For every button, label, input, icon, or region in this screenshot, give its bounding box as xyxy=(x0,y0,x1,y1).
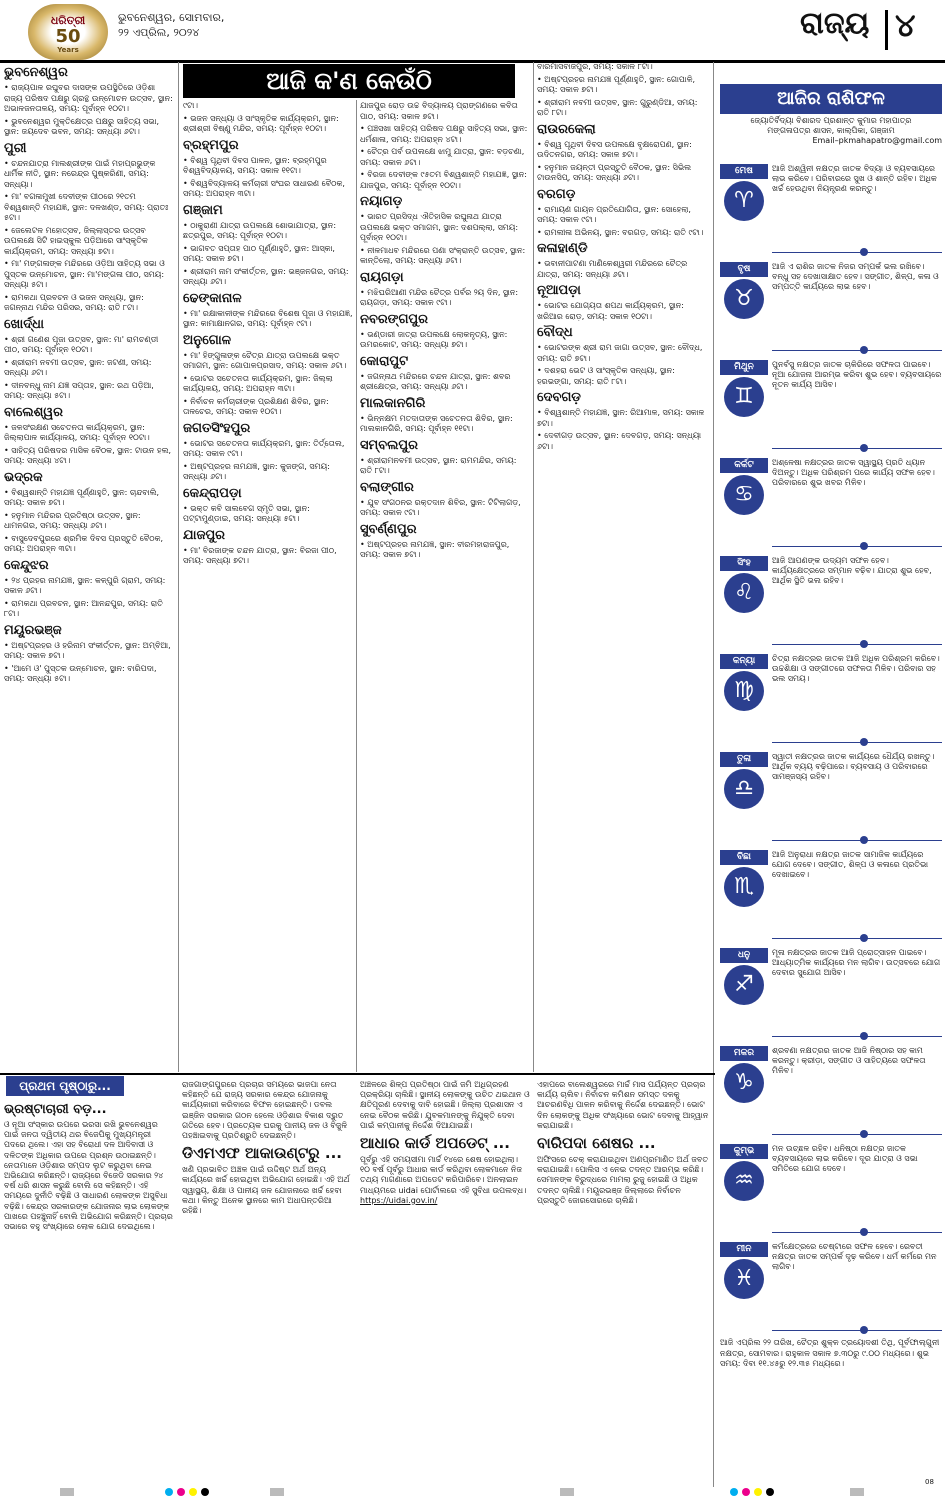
horoscope-sign xyxy=(720,164,942,258)
event-item: • ଜେଲେଟଳ ମହୋତ୍ସବ, ଜିଲ୍ଲାସ୍ତର ଉତ୍ସବ ଉପଲକ୍ଷେ ସିଟି ହାଇସ୍କୁଲ ପଡ଼ିଆରେ ସାଂସ୍କୃତିକ କାର୍ଯ୍ୟକ୍ରମ, ସମୟ: ସନ୍ଧ୍ୟା ୭ଟା। xyxy=(4,225,148,256)
event-item: • ପଞ୍ଚସଖା ସାହିତ୍ୟ ପରିଷଦ ପକ୍ଷରୁ ସାହିତ୍ୟ ସଭା, ସ୍ଥାନ: ଧର୍ମଶାଳା, ସମୟ: ଅପରାହ୍ନ ୪ଟା। xyxy=(360,124,528,144)
event-item: • ଭୁବନେଶ୍ୱର ମୁକ୍ତିକ୍ଷେତ୍ର ପକ୍ଷରୁ ସାହିତ୍ୟ ସଭା, ସ୍ଥାନ: ଜୟଦେବ ଭବନ, ସମୟ: ସନ୍ଧ୍ୟା ୬ଟା। xyxy=(4,116,159,136)
city-heading: ନବରଙ୍ଗପୁର xyxy=(360,311,429,327)
divider-line xyxy=(772,742,942,743)
event-item: • ନିର୍ବାଚନ କର୍ମଚାରୀଙ୍କ ପ୍ରଶିକ୍ଷଣ ଶିବିର, ସ୍ଥାନ: ତାଳଚେର, ସମୟ: ସକାଳ ୧୦ଟା। xyxy=(183,396,329,416)
divider-dot xyxy=(860,444,868,452)
divider-dot xyxy=(860,346,868,354)
column-divider xyxy=(713,62,714,1487)
story-body: ଏହାପରେ ବାଲେଶ୍ୱରରେ ମାର୍ଚ୍ଚ ମାସ ପର୍ଯ୍ୟନ୍ତ ପ୍ରଚାର କାର୍ଯ୍ୟ ଚାଲିବ। ନିର୍ବାଚନ କମିଶନ ସମସ୍ତ ଦଳକୁ ଆଚରଣବିଧି ପାଳନ କରିବାକୁ ନିର୍ଦ୍ଦେଶ ଦେଇଛନ୍ତି। ଭୋଟ ଦିନ ଲୋକଙ୍କୁ ଅଧିକ ସଂଖ୍ୟାରେ ଭୋଟ ଦେବାକୁ ଆହ୍ୱାନ କରାଯାଇଛି। xyxy=(537,1080,709,1130)
event-item: • ବିଶ୍ୱ ପୃଥିବୀ ଦିବସ ଉପଲକ୍ଷେ ବୃକ୍ଷରୋପଣ, ସ୍ଥାନ: ଉଦିତନଗର, ସମୟ: ସକାଳ ୭ଟା। xyxy=(537,139,692,159)
story-headline: ଭ୍ରଷ୍ଟାଚାରୀ ବଡ଼... xyxy=(4,1102,107,1117)
sign-name: ମିଥୁନ xyxy=(720,360,768,375)
divider-dot xyxy=(860,542,868,550)
event-item: • ଚୈତ୍ର ପର୍ବ ଉପଲକ୍ଷେ ଝାମୁ ଯାତ୍ରା, ସ୍ଥାନ: ବଡ଼ଚଣା, ସମୟ: ସକାଳ ୬ଟା। xyxy=(360,147,525,167)
horoscope-sign xyxy=(720,850,942,944)
event-item: • ଭାରତ ପ୍ରସିଦ୍ଧ ଐତିହାସିକ ରଘୁନାଥ ଯାତ୍ରା ଉପଲକ୍ଷେ ଭକ୍ତ ସମାଗମ, ସ୍ଥାନ: ଦଶପଲ୍ଲା, ସମୟ: ପୂର୍ବାହ୍ନ ୧୦ଟା। xyxy=(360,212,519,242)
zodiac-icon: ♏ xyxy=(724,867,764,907)
horoscope-sign xyxy=(720,1046,942,1140)
zodiac-icon: ♐ xyxy=(724,965,764,1005)
event-item: • ରାମଲୀଳା ଅଭିନୟ, ସ୍ଥାନ: ବରଗଡ଼, ସମୟ: ରାତି ୯ଟା। xyxy=(537,227,704,237)
event-item: ୯ଟା। xyxy=(183,101,198,110)
zodiac-icon: ♉ xyxy=(724,279,764,319)
horoscope-title: ଆଜିର ରାଶିଫଳ xyxy=(720,84,942,114)
continued-story-3 xyxy=(360,1080,530,1485)
zodiac-icon: ♍ xyxy=(724,671,764,711)
event-item: • ବିଶ୍ୱବିଦ୍ୟାଳୟ କର୍ମଚାରୀ ସଂଘର ସାଧାରଣ ବୈଠକ, ସମୟ: ଅପରାହ୍ନ ୩ଟା। xyxy=(183,178,345,198)
city-heading: କେନ୍ଦ୍ରାପଡ଼ା xyxy=(183,485,242,501)
event-item: • ଠାକୁରାଣୀ ଯାତ୍ରା ଉପଲକ୍ଷେ ଶୋଭାଯାତ୍ରା, ସ୍ଥାନ: ଛତ୍ରପୁର, ସମୟ: ପୂର୍ବାହ୍ନ ୧୦ଟା। xyxy=(183,220,337,240)
cmyk-mark xyxy=(766,1488,774,1496)
event-item: • ଜଳସଂରକ୍ଷଣ ସଚେତନତା କାର୍ଯ୍ୟକ୍ରମ, ସ୍ଥାନ: ଜିଲ୍ଲାପାଳ କାର୍ଯ୍ୟାଳୟ, ସମୟ: ପୂର୍ବାହ୍ନ ୧୦ଟା। xyxy=(4,422,150,442)
horoscope-sign xyxy=(720,1144,942,1238)
story-headline: ଡିଏମଏଫ ଆକାଉଣ୍ଟରୁ ... xyxy=(182,1144,342,1163)
dateline xyxy=(118,10,224,40)
event-item: • ଭଣ୍ଡାରୀ ଜାତ୍ରା ଉପଲକ୍ଷେ ଲୋକନୃତ୍ୟ, ସ୍ଥାନ: ଉମରକୋଟ, ସମୟ: ସନ୍ଧ୍ୟା ୭ଟା। xyxy=(360,329,508,349)
sign-prediction: ଶ୍ରବଣା ନକ୍ଷତ୍ରର ଜାତକ ଆଜି ନିଷ୍ଠାର ସହ କାମ କରନ୍ତୁ। କ୍ରୀଡ଼ା, ସଙ୍ଗୀତ ଓ ସାହିତ୍ୟରେ ସଫଳତା ମିଳିବ। xyxy=(772,1046,926,1076)
sign-name: କନ୍ୟା xyxy=(720,654,768,669)
event-item: • ମା' ମଙ୍ଗଳାଙ୍କ ମନ୍ଦିରରେ ଓଡ଼ିଆ ସାହିତ୍ୟ ସଭା ଓ ପୁସ୍ତକ ଉନ୍ମୋଚନ, ସ୍ଥାନ: ମା'ମଙ୍ଗଳା ପୀଠ, ସମୟ: ସନ୍ଧ୍ୟା ୫ଟା। xyxy=(4,259,165,289)
event-item: • ଭବାନୀପାଟଣା ମାଣିକେଶ୍ୱରୀ ମନ୍ଦିରରେ ଚୈତ୍ର ଯାତ୍ରା, ସମୟ: ସନ୍ଧ୍ୟା ୬ଟା। xyxy=(537,259,688,279)
event-item: • ଯୁବ ସଂଗଠନର ରକ୍ତଦାନ ଶିବିର, ସ୍ଥାନ: ଟିଟିଲାଗଡ଼, ସମୟ: ସକାଳ ୯ଟା। xyxy=(360,497,521,517)
city-heading: ନୂଆପଡ଼ା xyxy=(537,283,581,298)
divider-dot xyxy=(860,934,868,942)
continued-story-2 xyxy=(182,1080,352,1485)
sign-prediction: ଆଜି ଏ ରାଶିର ଜାତକ ନିଜର ସମ୍ପର୍କ ଭଲ ରଖିବେ। ବନ୍ଧୁ ସହ ଦେଖାସାକ୍ଷାତ ହେବ। ସଙ୍ଗୀତ, ଶିଳ୍ପ, କଳା ଓ ସମ୍ପତ୍ତି କାର୍ଯ୍ୟରେ ଲାଭ ହେବ। xyxy=(772,262,939,292)
page-header xyxy=(0,0,945,63)
event-item: • ଶ୍ରୀରାମ ନବମୀ ଉତ୍ସବ, ସ୍ଥାନ: ଗୁରୁଣ୍ଡିଆ, ସମୟ: ରାତି ୮ଟା। xyxy=(537,97,698,117)
event-item: • ଦଶହରା ଭେଟ ଓ ସାଂସ୍କୃତିକ ସନ୍ଧ୍ୟା, ସ୍ଥାନ: ହରଭଙ୍ଗା, ସମୟ: ରାତି ୮ଟା। xyxy=(537,366,675,386)
print-registration-mark xyxy=(560,1488,574,1496)
event-item: • ଅଷ୍ଟପ୍ରହର ଓ ହରିନାମ ସଂକୀର୍ତ୍ତନ, ସ୍ଥାନ: ଅମ୍ବିଆ, ସମୟ: ସକାଳ ୭ଟା। xyxy=(4,640,171,660)
divider-dot xyxy=(860,738,868,746)
city-heading: ଜଗତସିଂହପୁର xyxy=(183,420,251,436)
horoscope-author: ଜ୍ୟୋତିର୍ବିଦ୍ୟା ବିଶାରଦ ପ୍ରଶାନ୍ତ କୁମାର ମହାପାତ୍ର xyxy=(750,116,912,125)
city-heading: ଭଦ୍ରକ xyxy=(4,469,43,485)
event-item: • ମଝିଘରିଆଣୀ ମନ୍ଦିର ଚୈତ୍ର ପର୍ବର ୨ୟ ଦିନ, ସ୍ଥାନ: ରାୟଗଡ଼ା, ସମୟ: ସକାଳ ୯ଟା। xyxy=(360,287,519,307)
city-heading: ସୁବର୍ଣ୍ଣପୁର xyxy=(360,521,417,537)
story-body: ରାଜଗାଙ୍ଗପୁରରେ ପ୍ରଚାର ସମୟରେ ଭାଜପା ନେତା କହିଛନ୍ତି ଯେ ରାଜ୍ୟ ସରକାର କେନ୍ଦ୍ର ଯୋଜନାକୁ କାର୍ଯ୍ୟକାରୀ କରିବାରେ ବିଫଳ ହୋଇଛନ୍ତି। ଡବଲ ଇଞ୍ଜିନ ସରକାର ଗଠନ ହେଲେ ଓଡ଼ିଶାର ବିକାଶ ଦ୍ରୁତ ଗତିରେ ହେବ। ପ୍ରତ୍ୟେକ ଘରକୁ ପାନୀୟ ଜଳ ଓ ବିଜୁଳି ପହଞ୍ଚାଇବାକୁ ପ୍ରତିଶ୍ରୁତି ଦେଇଛନ୍ତି। xyxy=(182,1080,348,1141)
event-item: • ଚନ୍ଦନଯାତ୍ରା ମାଲଶ୍ରୀଙ୍କ ପାଇଁ ମହାପ୍ରଭୁଙ୍କ ଧାର୍ମିକ ନୀତି, ସ୍ଥାନ: ନରେନ୍ଦ୍ର ପୁଷ୍କରିଣୀ, ସମୟ: ସନ୍ଧ୍ୟା। xyxy=(4,158,156,189)
event-item: • ହନୁମାନ ମନ୍ଦିରର ପ୍ରତିଷ୍ଠା ଉତ୍ସବ, ସ୍ଥାନ: ଧାମନଗର, ସମୟ: ସନ୍ଧ୍ୟା ୬ଟା। xyxy=(4,510,141,530)
event-item: • ଭୋଟର ସଚେତନତା କାର୍ଯ୍ୟକ୍ରମ, ସ୍ଥାନ: ତିର୍ତ୍ତୋଲ, ସମୟ: ସକାଳ ୯ଟା। xyxy=(183,438,345,458)
event-item: • ଦେବୀଗଡ଼ ଉତ୍ସବ, ସ୍ଥାନ: ଦେବଗଡ଼, ସମୟ: ସନ୍ଧ୍ୟା ୬ଟା। xyxy=(537,431,702,451)
event-item: • ସାହିତ୍ୟ ପରିଷଦର ମାସିକ ବୈଠକ, ସ୍ଥାନ: ଟାଉନ ହଲ, ସମୟ: ସନ୍ଧ୍ୟା ୪ଟା। xyxy=(4,445,172,465)
sign-name: ବିଛା xyxy=(720,850,768,865)
event-item: • ୨୪ ପ୍ରହର ନାମଯଜ୍ଞ, ସ୍ଥାନ: କଳ୍ପୁରି ଗ୍ରାମ, ସମୟ: ସକାଳ ୬ଟା। xyxy=(4,575,166,595)
story-body: ଅଫିସରେ ଚେକ୍ କରାଯାଇଥିବା ଅଣପ୍ରମାଣିତ ଅର୍ଥ ଜବତ କରାଯାଇଛି। ପୋଲିସ ଏ ନେଇ ତଦନ୍ତ ଆରମ୍ଭ କରିଛି। ସେମାନଙ୍କ ବିରୁଦ୍ଧରେ ମାମଲା ରୁଜୁ ହୋଇଛି ଓ ଅଧିକ ତଦନ୍ତ ଚାଲିଛି। ମୟୂରଭଞ୍ଜ ଜିଲ୍ଲାରେ ନିର୍ବାଚନ ପ୍ରସ୍ତୁତି ଜୋରସୋରରେ ଚାଲିଛି। xyxy=(537,1155,709,1205)
zodiac-icon: ♈ xyxy=(724,181,764,221)
print-registration-mark xyxy=(270,1488,284,1496)
story-headline: ବାରିପଦା ଶେଷର ... xyxy=(537,1134,656,1153)
divider-dot xyxy=(860,248,868,256)
event-item: • ରାମକଥା ପ୍ରବଚନ, ସ୍ଥାନ: ଆନନ୍ଦପୁର, ସମୟ: ରାତି ୮ଟା। xyxy=(4,598,163,618)
page-number: ୪ xyxy=(895,6,916,44)
divider-line xyxy=(772,938,942,939)
sign-name: ମକର xyxy=(720,1046,768,1061)
divider-dot xyxy=(860,640,868,648)
events-column-4 xyxy=(537,62,709,1070)
divider-line xyxy=(772,252,942,253)
dateline-place: ଭୁବନେଶ୍ୱର, ସୋମବାର, xyxy=(118,11,225,24)
event-item: • ବିଶ୍ୱ ପୃଥିବୀ ଦିବସ ପାଳନ, ସ୍ଥାନ: ବ୍ରହ୍ମପୁର ବିଶ୍ୱବିଦ୍ୟାଳୟ, ସମୟ: ସକାଳ ୧୧ଟା। xyxy=(183,155,327,175)
newspaper-logo xyxy=(28,4,108,60)
zodiac-icon: ♌ xyxy=(724,573,764,613)
city-heading: ବୌଦ୍ଧ xyxy=(537,325,573,340)
event-item: • ଦୀନବନ୍ଧୁ ନାମ ଯଜ୍ଞ ସପ୍ତାହ, ସ୍ଥାନ: ରଥ ପଡ଼ିଆ, ସମୟ: ସନ୍ଧ୍ୟା ୫ଟା। xyxy=(4,380,154,400)
city-heading: ବ୍ରହ୍ମପୁର xyxy=(183,137,239,153)
divider-line xyxy=(772,1232,942,1233)
city-heading: ଗଞ୍ଜାମ xyxy=(183,202,223,218)
event-item: • ଭୋଟର ଯୋଗ୍ୟତା ଶପଥ କାର୍ଯ୍ୟକ୍ରମ, ସ୍ଥାନ: ଖରିଆର ରୋଡ଼, ସମୟ: ସକାଳ ୧୦ଟା। xyxy=(537,301,684,321)
horoscope-sign xyxy=(720,262,942,356)
city-heading: ରାଉରକେଲା xyxy=(537,121,596,137)
events-column-3 xyxy=(360,101,530,1071)
city-heading: ଅନୁଗୋଳ xyxy=(183,332,232,348)
cmyk-mark xyxy=(165,1488,173,1496)
zodiac-icon: ♑ xyxy=(724,1063,764,1103)
event-item: • ରାଜ୍ୟପାଳ ରଘୁବର ଦାସଙ୍କ ଉପସ୍ଥିତିରେ ଓଡ଼ିଶା ରାଜ୍ୟ ପରିଷଦ ପକ୍ଷରୁ ଗ୍ରନ୍ଥ ଉନ୍ମୋଚନ ଉତ୍ସବ, ସ୍ଥାନ: ଅଭାଳଜନତାଳୟ, ସମୟ: ପୂର୍ବାହ୍ନ ୧୦ଟା। xyxy=(4,83,173,113)
sign-prediction: ପୁନର୍ବସୁ ନକ୍ଷତ୍ର ଜାତକ ଚାକିରିରେ ସଫଳତା ପାଇବେ। ନୂଆ ଯୋଜନା ଆରମ୍ଭ କରିବା ଶୁଭ ହେବ। ବ୍ୟବସାୟରେ ନୂତନ କାର୍ଯ୍ୟ ଆସିବ। xyxy=(772,360,942,390)
cmyk-mark xyxy=(742,1488,750,1496)
sign-name: ଧନୁ xyxy=(720,948,768,963)
event-item: • ଶ୍ରୀରାମ ନବମୀ ଉତ୍ସବ, ସ୍ଥାନ: ଜଟଣୀ, ସମୟ: ସନ୍ଧ୍ୟା ୬ଟା। xyxy=(4,357,152,377)
event-item: • ମା' ବିରଜାଙ୍କ ଚନ୍ଦନ ଯାତ୍ରା, ସ୍ଥାନ: ବିରଜା ପୀଠ, ସମୟ: ସନ୍ଧ୍ୟା ୭ଟା। xyxy=(183,545,337,565)
divider-line xyxy=(772,350,942,351)
front-page-continued-label: ପ୍ରଥମ ପୃଷ୍ଠାରୁ... xyxy=(6,1076,124,1096)
folio: 08 xyxy=(925,1478,934,1486)
divider-line xyxy=(772,1330,942,1331)
city-heading: ଦେବଗଡ଼ xyxy=(537,390,581,405)
divider-line xyxy=(772,448,942,449)
city-heading: ରାୟଗଡ଼ା xyxy=(360,269,404,285)
almanac-footer: ଆଜି ଏପ୍ରିଲ ୨୨ ତାରିଖ, ଚୈତ୍ର ଶୁକ୍ଳ ତ୍ରୟୋଦଶୀ ତିଥି, ପୂର୍ବଫାଲ୍ଗୁନୀ ନକ୍ଷତ୍ର, ସୋମବାର। ରାହୁକାଳ ସକାଳ ୭.୩୦ରୁ ୯.୦୦ ମଧ୍ୟରେ। ଶୁଭ ସମୟ: ଦିବା ୧୧.୪୫ରୁ ୧୨.୩୫ ମଧ୍ୟରେ। xyxy=(720,1338,940,1368)
city-heading: କୋରାପୁଟ xyxy=(360,353,409,369)
story-body: ପୂର୍ବରୁ ଏହି ସମୟସୀମା ମାର୍ଚ୍ଚ ୧୪ରେ ଶେଷ ହୋଇଥିଲା। ୧୦ ବର୍ଷ ପୂର୍ବରୁ ଆଧାର କାର୍ଡ କରିଥିବା ଲୋକମାନେ ନିଜ ତଥ୍ୟ ମାଗଣାରେ ଅପଡେଟ କରିପାରିବେ। ଅନଲାଇନ ମାଧ୍ୟମରେ uidai ପୋର୍ଟାଲରେ ଏହି ସୁବିଧା ଉପଲବ୍ଧ। xyxy=(360,1155,527,1195)
event-item: • ରାମାୟଣ ଗାୟନ ପ୍ରତିଯୋଗିତା, ସ୍ଥାନ: ସୋହେଲା, ସମୟ: ସକାଳ ୯ଟା। xyxy=(537,204,691,224)
event-item: ଯାଜପୁର ରୋଡ଼ ଉଚ୍ଚ ବିଦ୍ୟାଳୟ ପ୍ରାଙ୍ଗଣରେ କବିତା ପାଠ, ସମୟ: ସକାଳ ୭ଟା। xyxy=(360,101,518,121)
event-item: • ଶ୍ରୀ ଗଣେଶ ପୂଜା ଉତ୍ସବ, ସ୍ଥାନ: ମା' ରାମଚଣ୍ଡୀ ପୀଠ, ସମୟ: ପୂର୍ବାହ୍ନ ୧୦ଟା। xyxy=(4,334,159,354)
cmyk-mark xyxy=(189,1488,197,1496)
zodiac-icon: ♊ xyxy=(724,377,764,417)
dateline-date: ୨୨ ଏପ୍ରିଲ, ୨୦୨୪ xyxy=(118,26,200,39)
city-heading: ସମ୍ବଲପୁର xyxy=(360,437,418,453)
sign-prediction: ଚିତ୍ରା ନକ୍ଷତ୍ରର ଜାତକ ଆଜି ଅଧିକ ପରିଶ୍ରମ କରିବେ। ଉଚ୍ଚଶିକ୍ଷା ଓ ସଙ୍ଗୀତରେ ସଫଳତା ମିଳିବ। ପରିବାର ସହ ଭଲ ସମୟ। xyxy=(772,654,940,684)
sign-name: ବୃଷ xyxy=(720,262,768,277)
divider-line xyxy=(772,546,942,547)
story-body: ଓ ନୂଆ ସଂସ୍କାର ଉପରେ ଭରସା ରଖି ଭୁବନେଶ୍ୱର ପାଇଁ ଜନତା ଦ୍ୱିତୀୟ ଥର ବିଜେପିକୁ ମୁଖ୍ୟମନ୍ତ୍ରୀ ପଦରେ ଥିଲେ। ଏହା ସହ ବିରୋଧୀ ଦଳ ଆଦିବାସୀ ଓ ଦଳିତଙ୍କ ଅଧିକାର ଉପରେ ପ୍ରଶ୍ନ ଉଠାଇଛନ୍ତି। ନେତାମାନେ ଓଡ଼ିଶାର ସମ୍ପଦ ଲୁଟ କରୁଥିବା ନେଇ ଅଭିଯୋଗ କରିଛନ୍ତି। ରାଜ୍ୟରେ ବିଜେଡି ସରକାର ୨୪ ବର୍ଷ ଧରି ଶାସନ କରୁଛି ବୋଲି ସେ କହିଛନ୍ତି। ଏହି ସମୟରେ ଦୁର୍ନୀତି ବଢ଼ିଛି ଓ ସାଧାରଣ ଲୋକଙ୍କ ଅସୁବିଧା ବଢ଼ିଛି। କେନ୍ଦ୍ର ସରକାରଙ୍କ ଯୋଜନାର ଲାଭ ଲୋକଙ୍କ ପାଖରେ ପହଞ୍ଚୁନାହିଁ ବୋଲି ଅଭିଯୋଗ କରିଛନ୍ତି। ପ୍ରଚାର ସଭାରେ ବହୁ ସଂଖ୍ୟାରେ ଲୋକ ଯୋଗ ଦେଇଥିଲେ। xyxy=(4,1120,173,1232)
event-item: • ବିଶ୍ୱଶାନ୍ତି ମହାଯଜ୍ଞ, ସ୍ଥାନ: ରିଆମାଳ, ସମୟ: ସକାଳ ୭ଟା। xyxy=(537,408,705,428)
sign-prediction: ଆଜି ଅଶ୍ୱିନୀ ନକ୍ଷତ୍ର ଜାତକ ବିଦ୍ୟା ଓ ବ୍ୟବସାୟରେ ଲାଭ କରିବେ। ପରିବାରରେ ସୁଖ ଓ ଶାନ୍ତି ରହିବ। ଅଧିକ ଖର୍ଚ୍ଚ ହେଉଥିବା ନିୟନ୍ତ୍ରଣ କରନ୍ତୁ। xyxy=(772,164,937,194)
city-heading: ଯାଜପୁର xyxy=(183,527,226,543)
divider-line xyxy=(772,840,942,841)
event-item: • ଭକ୍ତ କବି ସାଲବେଗ ସ୍ମୃତି ସଭା, ସ୍ଥାନ: ପଟ୍ଟାମୁଣ୍ଡାଇ, ସମୟ: ସନ୍ଧ୍ୟା ୫ଟା। xyxy=(183,503,310,523)
event-item: • ଜଗନ୍ନାଥ ମନ୍ଦିରରେ ଚନ୍ଦନ ଯାତ୍ରା, ସ୍ଥାନ: ଶବର ଶ୍ରୀକ୍ଷେତ୍ର, ସମୟ: ସନ୍ଧ୍ୟା ୬ଟା। xyxy=(360,371,511,391)
print-registration-mark xyxy=(850,1488,864,1496)
event-item: • ଭୋଟରଙ୍କ ଶ୍ରୀ ରାମ ଜାଗା ଉତ୍ସବ, ସ୍ଥାନ: ବୌଦ୍ଧ, ସମୟ: ରାତି ୭ଟା। xyxy=(537,343,703,363)
story-body: ଅଞ୍ଚଳରେ ଶିଳ୍ପ ପ୍ରତିଷ୍ଠା ପାଇଁ ଜମି ଅଧିଗ୍ରହଣ ପ୍ରକ୍ରିୟା ଚାଲିଛି। ସ୍ଥାନୀୟ ଲୋକଙ୍କୁ ଉଚିତ ଥଇଥାନ ଓ କ୍ଷତିପୂରଣ ଦେବାକୁ ଦାବି ହୋଇଛି। ଜିଲ୍ଲା ପ୍ରଶାସନ ଏ ନେଇ ବୈଠକ କରିଛି। ଯୁବକମାନଙ୍କୁ ନିଯୁକ୍ତି ଦେବା ପାଇଁ କମ୍ପାନୀକୁ ନିର୍ଦ୍ଦେଶ ଦିଆଯାଇଛି। xyxy=(360,1080,530,1130)
zodiac-icon: ♓ xyxy=(724,1259,764,1299)
section-title: ରାଜ୍ୟ xyxy=(800,6,870,41)
event-item: • ମା' ବଗଳାମୁଖୀ ଦେବୀଙ୍କ ପୀଠରେ ୨୧ତମ ବିଶ୍ୱଶାନ୍ତି ମହାଯଜ୍ଞ, ସ୍ଥାନ: ଦଳଖଣ୍ଡ, ସମୟ: ପ୍ରାତଃ ୫ଟା। xyxy=(4,192,169,222)
zodiac-icon: ♋ xyxy=(724,475,764,515)
story-headline: ଆଧାର କାର୍ଡ ଅପଡେଟ୍ ... xyxy=(360,1134,510,1153)
print-registration-mark xyxy=(60,1488,74,1496)
event-item: • ମା' ହିଙ୍ଗୁଳାଙ୍କ ଚୈତ୍ର ଯାତ୍ରା ଉପଲକ୍ଷେ ଭକ୍ତ ସମାଗମ, ସ୍ଥାନ: ଗୋପାଳପ୍ରସାଦ, ସମୟ: ସକାଳ ୬ଟା। xyxy=(183,350,347,370)
event-item: • ରାମକଥା ପ୍ରବଚନ ଓ ଭଜନ ସନ୍ଧ୍ୟା, ସ୍ଥାନ: ଜଗନ୍ନାଥ ମନ୍ଦିର ପରିସର, ସମୟ: ରାତି ୮ଟା। xyxy=(4,292,144,312)
zodiac-icon: ♒ xyxy=(724,1161,764,1201)
logo-text: ଧରିତ୍ରୀ xyxy=(50,14,86,27)
story-body: ଖଣି ପ୍ରଭାବିତ ଅଞ୍ଚଳ ପାଇଁ ଉଦ୍ଦିଷ୍ଟ ଅର୍ଥ ଅନ୍ୟ କାର୍ଯ୍ୟରେ ଖର୍ଚ୍ଚ ହୋଇଥିବା ଅଭିଯୋଗ ହୋଇଛି। ଏହି ଅର୍ଥ ସ୍ୱାସ୍ଥ୍ୟ, ଶିକ୍ଷା ଓ ପାନୀୟ ଜଳ ଯୋଜନାରେ ଖର୍ଚ୍ଚ ହେବା କଥା। କିନ୍ତୁ ଅନେକ ସ୍ଥାନରେ କାମ ଅଧାପନ୍ତରିଆ ରହିଛି। xyxy=(182,1165,350,1216)
city-heading: ଭୁବନେଶ୍ୱର xyxy=(4,65,68,80)
column-divider xyxy=(178,62,179,1072)
divider-line xyxy=(772,644,942,645)
horoscope-sign xyxy=(720,360,942,454)
divider-dot xyxy=(860,1032,868,1040)
horoscope-sign xyxy=(720,458,942,552)
event-item: • ବିଶ୍ୱଶାନ୍ତି ମହାଯଜ୍ଞ ପୂର୍ଣ୍ଣାହୁତି, ସ୍ଥାନ: ଚାନ୍ଦବାଲି, ସମୟ: ସକାଳ ୭ଟା। xyxy=(4,487,160,507)
event-item: • ମା' ରକ୍ଷାକାଳୀଙ୍କ ମନ୍ଦିରରେ ବିଶେଷ ପୂଜା ଓ ମହାଯଜ୍ଞ, ସ୍ଥାନ: କାମାକ୍ଷାନଗର, ସମୟ: ପୂର୍ବାହ୍ନ ୯ଟା। xyxy=(183,308,353,328)
column-divider xyxy=(356,100,357,1072)
event-item: • ଶ୍ରୀରାମ ନାମ ସଂକୀର୍ତ୍ତନ, ସ୍ଥାନ: ଭଞ୍ଜନଗର, ସମୟ: ସନ୍ଧ୍ୟା ୬ଟା। xyxy=(183,266,349,286)
event-item: • ବାସୁଦେବପୁରରେ ଶ୍ରମିକ ଦିବସ ପ୍ରସ୍ତୁତି ବୈଠକ, ସମୟ: ଅପରାହ୍ନ ୩ଟା। xyxy=(4,533,164,553)
divider-line xyxy=(772,1134,942,1135)
divider-dot xyxy=(860,1326,868,1334)
city-heading: ମାଲକାନଗିରି xyxy=(360,395,426,411)
city-heading: ବାଲେଶ୍ୱର xyxy=(4,404,63,420)
continued-story-1 xyxy=(4,1100,174,1485)
event-item: • ଅଷ୍ଟପ୍ରହର ନାମଯଜ୍ଞ, ସ୍ଥାନ: କୁଜଙ୍ଗ, ସମୟ: ସନ୍ଧ୍ୟା ୬ଟା। xyxy=(183,461,330,481)
events-banner: ଆଜି କ'ଣ କେଉଁଠି xyxy=(183,64,515,98)
horoscope-sign xyxy=(720,1242,942,1336)
event-item: ବାରମାସବାଜପୁର, ସମୟ: ସକାଳ ୮ଟା। xyxy=(537,62,653,71)
logo-number: 50 xyxy=(55,26,81,47)
logo-years: Years xyxy=(57,46,79,54)
section-divider xyxy=(0,1073,715,1075)
sign-prediction: କର୍ମକ୍ଷେତ୍ରରେ ଚେଷ୍ଟାରେ ସଫଳ ହେବେ। ରେବତୀ ନକ୍ଷତ୍ର ଜାତକ ସମ୍ପର୍କ ଦୃଢ଼ କରିବେ। ଧର୍ମ କର୍ମରେ ମନ ଲାଗିବ। xyxy=(772,1242,937,1272)
horoscope-byline xyxy=(720,116,942,146)
city-heading: କେନ୍ଦୁଝର xyxy=(4,557,49,573)
divider-line xyxy=(772,1036,942,1037)
horoscope-sign xyxy=(720,556,942,650)
event-item: • ନୀଳମାଧବ ମନ୍ଦିରରେ ପଣା ସଂକ୍ରାନ୍ତି ଉତ୍ସବ, ସ୍ଥାନ: କାନ୍ତିଲୋ, ସମୟ: ସନ୍ଧ୍ୟା ୬ଟା। xyxy=(360,245,526,265)
sign-name: କର୍କଟ xyxy=(720,458,768,473)
sign-name: କୁମ୍ଭ xyxy=(720,1144,768,1159)
event-item: • ଭିନ୍ନକ୍ଷମ ମତଦାତାଙ୍କ ସଚେତନତା ଶିବିର, ସ୍ଥାନ: ମାଲକାନଗିରି, ସମୟ: ପୂର୍ବାହ୍ନ ୧୧ଟା। xyxy=(360,413,513,433)
city-heading: ଢେଙ୍କାନାଳ xyxy=(183,290,242,306)
event-item: • ଅଷ୍ଟପ୍ରହର ନାମଯଜ୍ଞ ପୂର୍ଣ୍ଣାହୁତି, ସ୍ଥାନ: ଗୋପାଳି, ସମୟ: ସକାଳ ୭ଟା। xyxy=(537,74,696,94)
divider-dot xyxy=(860,1130,868,1138)
event-item: • ଭାଗବତ ସପ୍ତାହ ପାଠ ପୂର୍ଣ୍ଣାହୁତି, ସ୍ଥାନ: ଆସ୍କା, ସମୟ: ସକାଳ ୭ଟା। xyxy=(183,243,335,263)
event-item: • 'ଆମେ ଓ' ପୁସ୍ତକ ଉନ୍ମୋଚନ, ସ୍ଥାନ: ବାରିପଦା, ସମୟ: ସନ୍ଧ୍ୟା ୫ଟା। xyxy=(4,663,157,683)
sign-prediction: ମୂଳା ନକ୍ଷତ୍ରର ଜାତକ ଆଜି ପ୍ରୋତ୍ସାହନ ପାଇବେ। ଆଧ୍ୟାତ୍ମିକ କାର୍ଯ୍ୟରେ ମନ ଲାଗିବ। ଉତ୍ସବରେ ଯୋଗ ଦେବାର ସୁଯୋଗ ଆସିବ। xyxy=(772,948,941,978)
divider-dot xyxy=(860,1228,868,1236)
sign-prediction: ସ୍ୱାତୀ ନକ୍ଷତ୍ରର ଜାତକ କାର୍ଯ୍ୟରେ ଧୈର୍ଯ୍ୟ ରଖନ୍ତୁ। ଆର୍ଥିକ ବ୍ୟୟ ବଢ଼ିପାରେ। ବ୍ୟବସାୟ ଓ ପରିବାରରେ ସାମଞ୍ଜସ୍ୟ ରହିବ। xyxy=(772,752,935,782)
divider-dot xyxy=(860,836,868,844)
city-heading: ନୟାଗଡ଼ xyxy=(360,194,403,209)
event-item: • ଭୋଟର ସଚେତନତା କାର୍ଯ୍ୟକ୍ରମ, ସ୍ଥାନ: ଜିଲ୍ଲା କାର୍ଯ୍ୟାଳୟ, ସମୟ: ଅପରାହ୍ନ ୩ଟା। xyxy=(183,373,333,393)
cmyk-mark xyxy=(177,1488,185,1496)
sign-name: ମେଷ xyxy=(720,164,768,179)
sign-name: ସିଂହ xyxy=(720,556,768,571)
continued-story-4 xyxy=(537,1080,709,1485)
horoscope-sign xyxy=(720,752,942,846)
city-heading: କଳାହାଣ୍ଡି xyxy=(537,241,588,256)
horoscope-address: ମଙ୍ଗଳାପତ୍ର ଶାସନ, କାଲ୍ପିକା, ଗଞ୍ଜାମ xyxy=(767,126,895,135)
event-item: • ହନୁମାନ ଜୟନ୍ତୀ ପ୍ରସ୍ତୁତି ବୈଠକ, ସ୍ଥାନ: ସିଭିଲ ଟାଉନସିପ୍, ସମୟ: ସନ୍ଧ୍ୟା ୬ଟା। xyxy=(537,162,692,182)
events-column-2 xyxy=(183,101,353,1071)
column-divider xyxy=(533,62,534,1072)
sign-prediction: ଆଜି ଅନୁରାଧା ନକ୍ଷତ୍ର ଜାତକ ସାମାଜିକ କାର୍ଯ୍ୟରେ ଯୋଗ ଦେବେ। ସଙ୍ଗୀତ, ଶିଳ୍ପ ଓ କଳାରେ ପ୍ରତିଭା ଦେଖାଇବେ। xyxy=(772,850,929,880)
city-heading: ବରଗଡ଼ xyxy=(537,186,576,202)
sign-name: ତୁଳା xyxy=(720,752,768,767)
sign-prediction: ଆଜି ଆପଣଙ୍କ ଉଦ୍ୟମ ସଫଳ ହେବ। କାର୍ଯ୍ୟକ୍ଷେତ୍ରରେ ସମ୍ମାନ ବଢ଼ିବ। ଯାତ୍ରା ଶୁଭ ହେବ, ଆର୍ଥିକ ସ୍ଥିତି ଭଲ ରହିବ। xyxy=(772,556,932,586)
zodiac-icon: ♎ xyxy=(724,769,764,809)
event-item: • ଅଷ୍ଟପ୍ରହର ନାମଯଜ୍ଞ, ସ୍ଥାନ: ବୀରମହାରାଜପୁର, ସମୟ: ସକାଳ ୭ଟା। xyxy=(360,539,510,559)
header-divider xyxy=(885,10,888,50)
cmyk-mark xyxy=(201,1488,209,1496)
event-item: • ଶ୍ରୀରାମନବମୀ ଉତ୍ସବ, ସ୍ଥାନ: ରାମମନ୍ଦିର, ସମୟ: ରାତି ୮ଟା। xyxy=(360,455,517,475)
horoscope-email: Email–pkmahapatro@gmail.com xyxy=(812,136,942,145)
cmyk-mark xyxy=(730,1488,738,1496)
city-heading: ପୁରୀ xyxy=(4,140,27,156)
events-column-1 xyxy=(4,62,174,1070)
event-item: • ଭଜନ ସନ୍ଧ୍ୟା ଓ ସାଂସ୍କୃତିକ କାର୍ଯ୍ୟକ୍ରମ, ସ୍ଥାନ: ଶ୍ରୀଶ୍ରୀ ବିଷ୍ଣୁ ମନ୍ଦିର, ସମୟ: ପୂର୍ବାହ୍ନ ୧୦ଟା। xyxy=(183,113,339,133)
city-heading: ଖୋର୍ଦ୍ଧା xyxy=(4,316,44,332)
story-link[interactable]: https://uidai.gov.in/ xyxy=(360,1195,438,1205)
cmyk-mark xyxy=(754,1488,762,1496)
sign-prediction: ମନ ଉଚ୍ଛଳ ରହିବ। ଧନିଷ୍ଠା ନକ୍ଷତ୍ର ଜାତକ ବ୍ୟବସାୟରେ ଲାଭ କରିବେ। ଦୂର ଯାତ୍ରା ଓ ସଭା ସମିତିରେ ଯୋଗ ଦେବେ। xyxy=(772,1144,918,1174)
city-heading: ବଲାଙ୍ଗୀର xyxy=(360,479,414,495)
horoscope-sign xyxy=(720,948,942,1042)
sign-prediction: ଅଶ୍ଳେଷା ନକ୍ଷତ୍ରର ଜାତକ ସ୍ୱାସ୍ଥ୍ୟ ପ୍ରତି ଧ୍ୟାନ ଦିଅନ୍ତୁ। ଅଧିକ ପରିଶ୍ରମ ପରେ କାର୍ଯ୍ୟ ସଫଳ ହେବ। ପରିବାରରେ ଶୁଭ ଖବର ମିଳିବ। xyxy=(772,458,935,488)
horoscope-sign xyxy=(720,654,942,748)
sign-name: ମୀନ xyxy=(720,1242,768,1257)
city-heading: ମୟୂରଭଞ୍ଜ xyxy=(4,622,62,638)
event-item: • ବିରଜା ଦେବୀଙ୍କ ୯୫ତମ ବିଶ୍ୱଶାନ୍ତି ମହାଯଜ୍ଞ, ସ୍ଥାନ: ଯାଜପୁର, ସମୟ: ପୂର୍ବାହ୍ନ ୧୦ଟା। xyxy=(360,170,527,190)
